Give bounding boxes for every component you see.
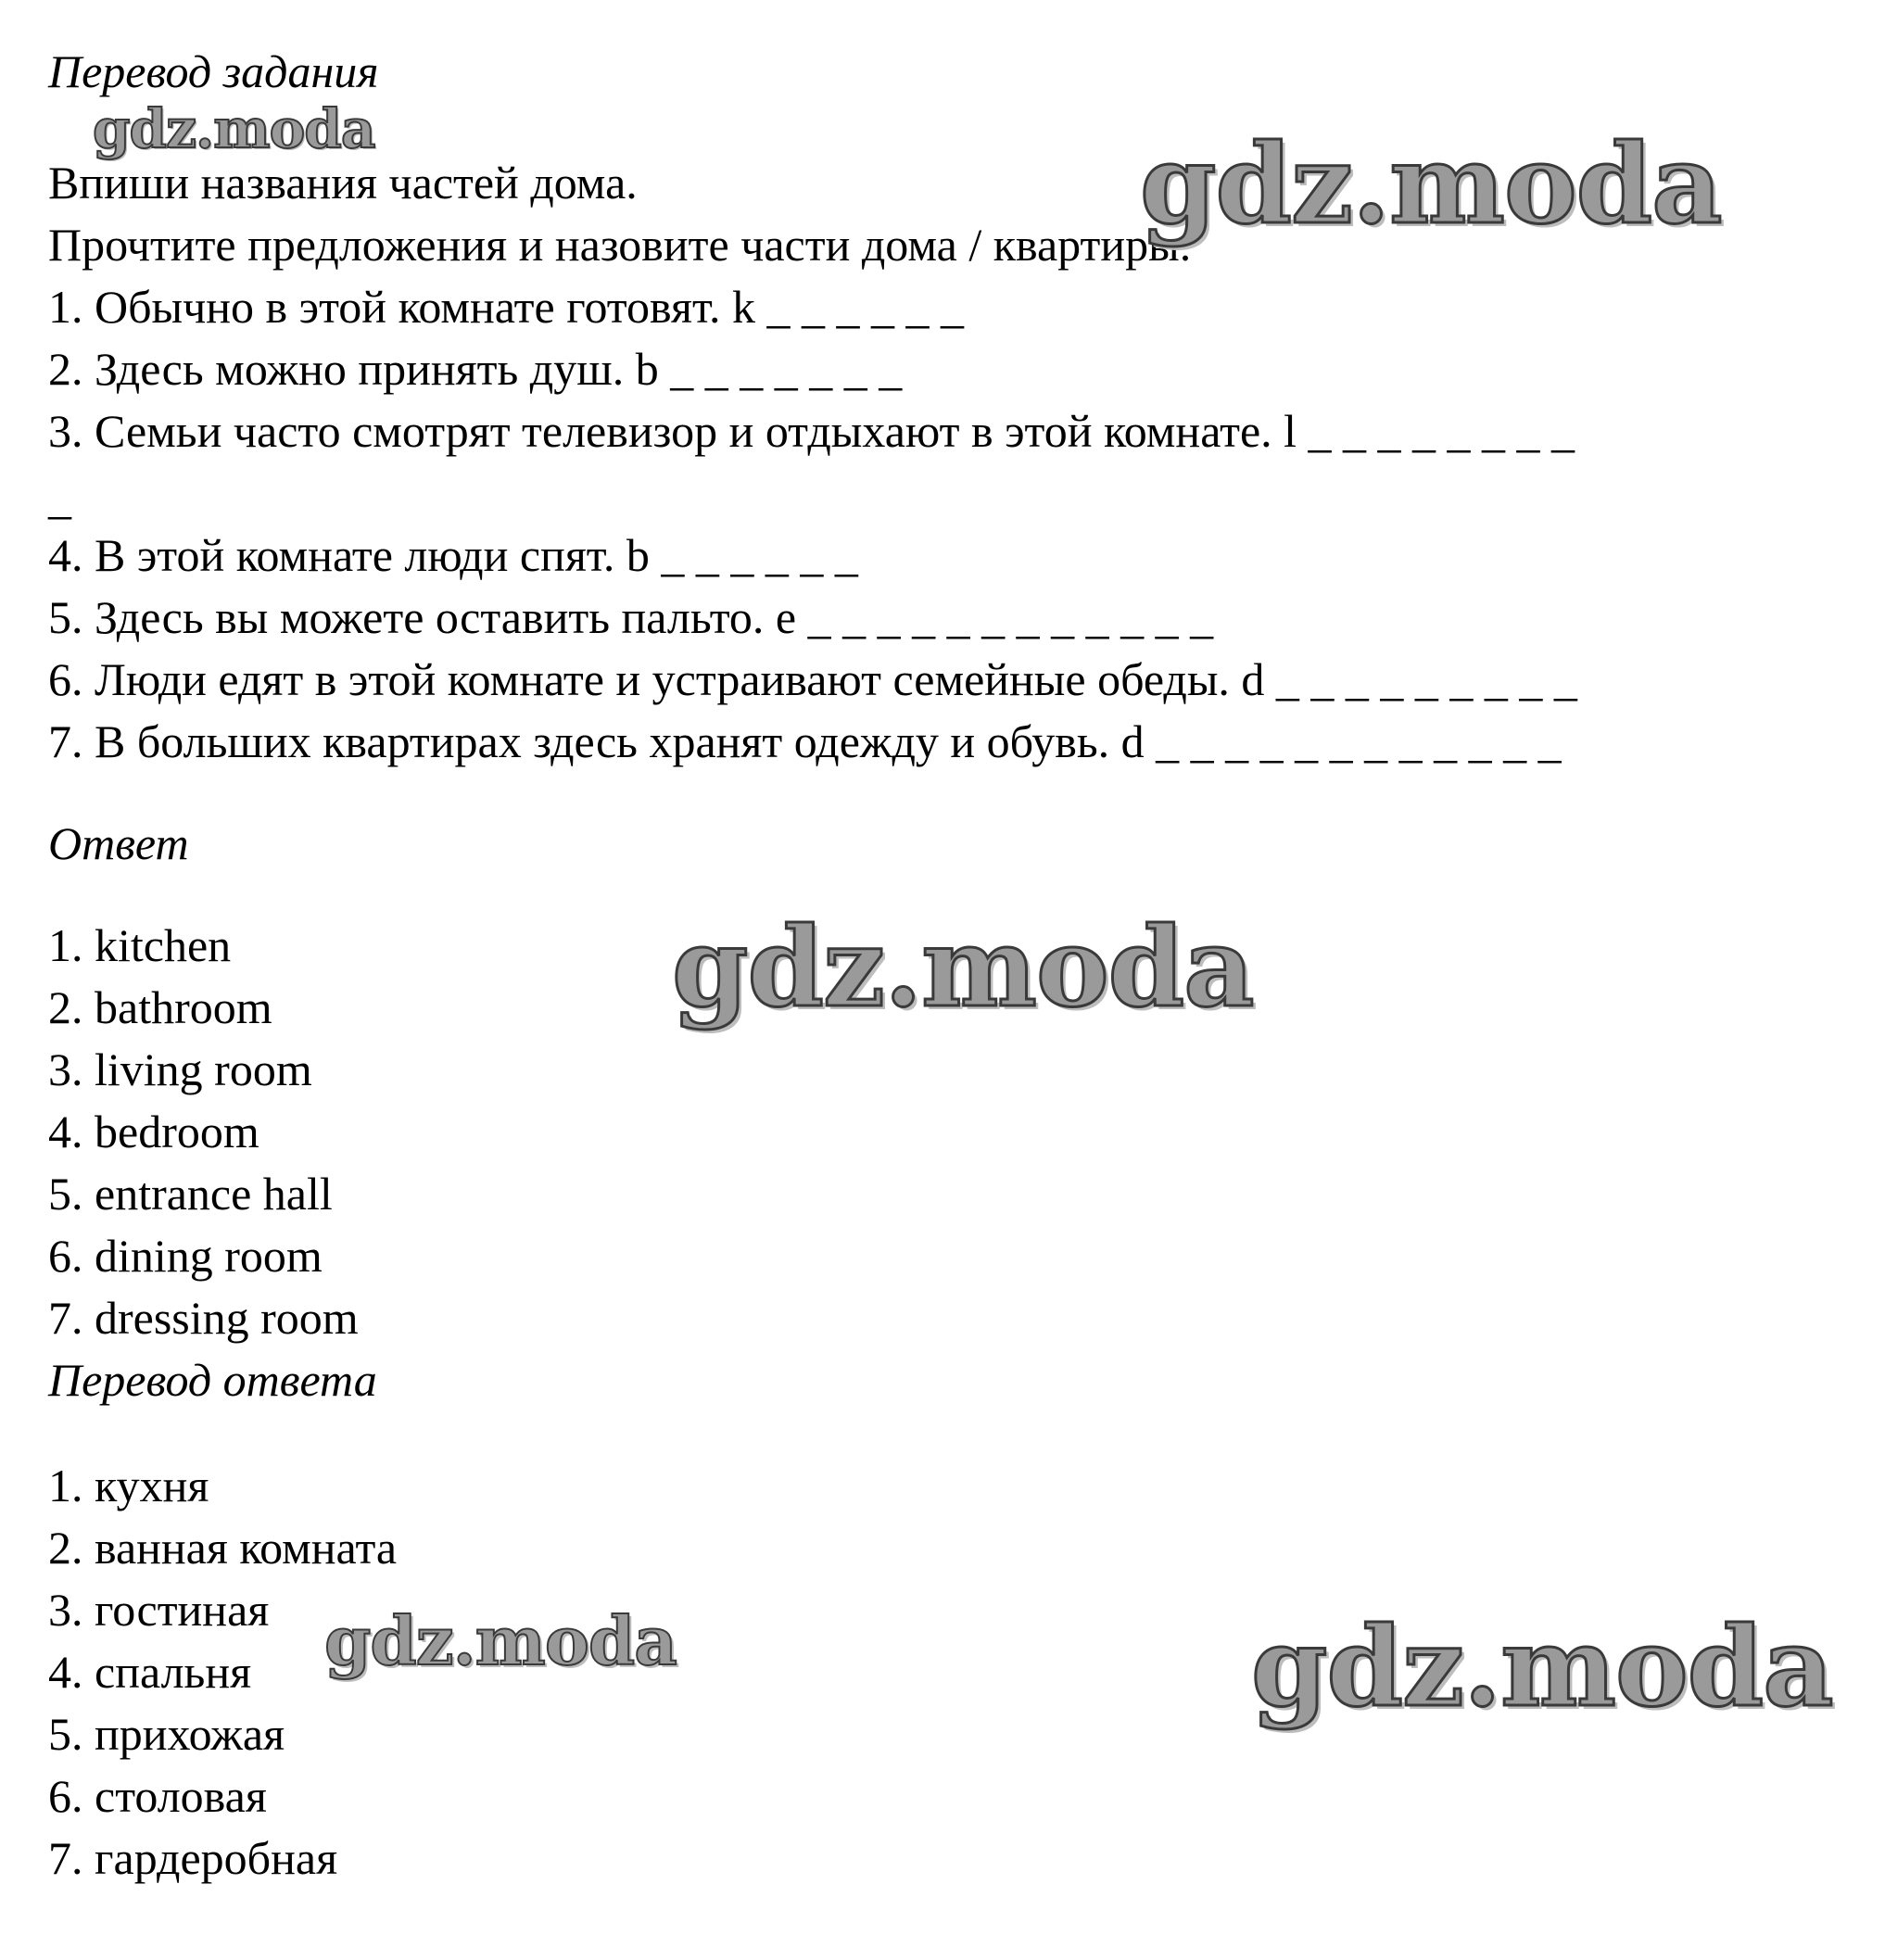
watermark-large-top: gdz.moda: [1140, 120, 1722, 248]
task-item-4: 4. В этой комнате люди спят. b _ _ _ _ _ _: [48, 529, 858, 581]
answer-translation-item-7: 7. гардеробная: [48, 1832, 338, 1884]
task-item-2: 2. Здесь можно принять душ. b _ _ _ _ _ _ _: [48, 343, 903, 395]
watermark-small-bottom: gdz.moda: [324, 1601, 677, 1680]
task-item-5: 5. Здесь вы можете оставить пальто. e _ _ _ _ _ _ _ _ _ _ _ _: [48, 591, 1214, 643]
answer-translation-item-6: 6. столовая: [48, 1770, 267, 1822]
task-item-3: 3. Семьи часто смотрят телевизор и отдыхают в этой комнате. l _ _ _ _ _ _ _ _: [48, 405, 1575, 457]
answer-item-4: 4. bedroom: [48, 1106, 259, 1157]
answer-item-1: 1. kitchen: [48, 919, 232, 971]
answer-item-5: 5. entrance hall: [48, 1168, 333, 1220]
answer-translation-item-5: 5. прихожая: [48, 1708, 285, 1760]
answer-item-2: 2. bathroom: [48, 981, 272, 1033]
watermark-small-top: gdz.moda: [93, 97, 375, 160]
task-item-7: 7. В больших квартирах здесь хранят одежду и обувь. d _ _ _ _ _ _ _ _ _ _ _ _: [48, 715, 1562, 767]
answer-item-3: 3. living room: [48, 1043, 312, 1095]
task-subinstruction: Прочтите предложения и назовите части дома / квартиры.: [48, 219, 1192, 271]
answer-translation-item-1: 1. кухня: [48, 1460, 209, 1511]
task-instruction: Впиши названия частей дома.: [48, 157, 638, 209]
task-translation-heading: Перевод задания: [48, 45, 379, 97]
answer-translation-item-4: 4. спальня: [48, 1646, 252, 1698]
answer-translation-item-3: 3. гостиная: [48, 1584, 270, 1636]
answer-translation-heading: Перевод ответа: [48, 1354, 377, 1406]
task-item-6: 6. Люди едят в этой комнате и устраивают семейные обеды. d _ _ _ _ _ _ _ _ _: [48, 653, 1577, 705]
watermark-large-middle: gdz.moda: [672, 903, 1254, 1031]
watermark-large-bottom: gdz.moda: [1251, 1602, 1833, 1731]
answer-item-6: 6. dining room: [48, 1230, 323, 1282]
task-item-3-wrap: _: [48, 472, 71, 524]
answer-heading: Ответ: [48, 817, 189, 869]
answer-item-7: 7. dressing room: [48, 1292, 359, 1344]
task-item-1: 1. Обычно в этой комнате готовят. k _ _ _ _ _ _: [48, 281, 965, 333]
answer-translation-item-2: 2. ванная комната: [48, 1522, 398, 1574]
